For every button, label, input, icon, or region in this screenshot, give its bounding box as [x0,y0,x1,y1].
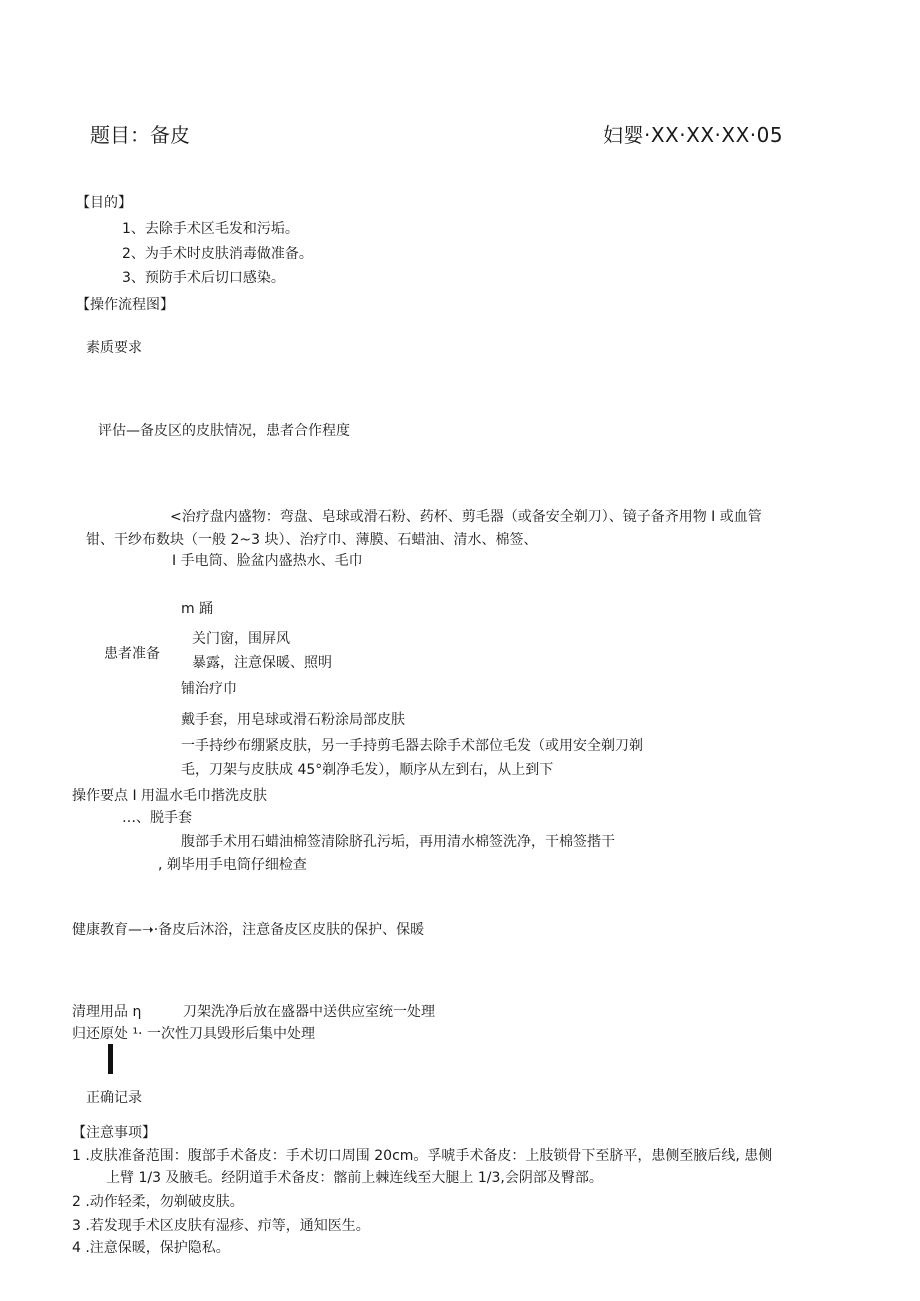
flow-quality: 素质要求 [86,340,142,356]
notes-item: 4 .注意保暖，保护隐私。 [72,1240,230,1256]
flow-gloves: 戴手套，用皂球或滑石粉涂局部皮肤 [181,712,405,728]
flow-check: , 剃毕用手电筒仔细检查 [158,857,307,873]
flow-assess: 评估—备皮区的皮肤情况，患者合作程度 [98,423,350,439]
page-title: 题目：备皮 [90,123,190,147]
purpose-item: 1、去除手术区毛发和污垢。 [122,221,299,237]
notes-item: 1 .皮肤准备范围：腹部手术备皮：手术切口周围 20cm。孚唬手术备皮：上肢锁骨下至脐平，患侧至腋后线, 患侧 [72,1148,773,1164]
notes-item-continued: 上臂 1/3 及腋毛。经阴道手术备皮：髂前上棘连线至大腿上 1/3,会阴部及臀部。 [106,1170,603,1186]
flow-key-points: 操作要点 I 用温水毛巾揩洗皮肤 [72,788,268,804]
flow-shave-line2: 毛，刀架与皮肤成 45°剃净毛发），顺序从左到右，从上到下 [181,762,554,778]
flow-navel: 腹部手术用石蜡油棉签清除脐孔污垢，再用清水棉签洗净，干棉签揩干 [181,834,615,850]
notes-heading: 【注意事项】 [72,1125,156,1141]
notes-item: 2 .动作轻柔，勿剃破皮肤。 [72,1194,244,1210]
flow-tray-line3: I 手电筒、脸盆内盛热水、毛巾 [172,553,363,569]
patient-prep-label: 患者准备 [104,646,160,662]
flow-bar-mark [108,1044,113,1074]
flow-clean-text: 刀架洗净后放在盛器中送供应室统一处理 [183,1004,435,1020]
flow-drape: 铺治疗巾 [181,681,237,697]
flow-return: 归还原处 ¹· 一次性刀具毁形后集中处理 [72,1026,315,1042]
flow-health-education: 健康教育—➝·备皮后沐浴，注意备皮区皮肤的保护、保暖 [72,922,425,938]
flow-record: 正确记录 [86,1090,142,1106]
notes-item: 3 .若发现手术区皮肤有湿疹、疖等，通知医生。 [72,1218,370,1234]
flow-m-line: m 踊 [181,601,214,617]
flow-tray-line1: <治疗盘内盛物：弯盘、皂球或滑石粉、药杯、剪毛器（或备安全剃刀）、镜子备齐用物 I 或血管 [170,509,762,525]
flow-shave-line1: 一手持纱布绷紧皮肤，另一手持剪毛器去除手术部位毛发（或用安全剃刀剃 [181,738,643,754]
purpose-item: 3、预防手术后切口感染。 [122,270,285,286]
flow-heading: 【操作流程图】 [76,297,174,313]
flow-tray-line2: 钳、干纱布数块（一般 2~3 块）、治疗巾、薄膜、石蜡油、清水、棉签、 [86,532,538,548]
patient-prep-item: 关门窗，围屏风 [192,631,290,647]
document-code: 妇婴·XX·XX·XX·05 [603,123,784,147]
patient-prep-item: 暴露，注意保暖、照明 [192,655,332,671]
flow-remove-gloves: …、脱手套 [122,810,192,826]
purpose-heading: 【目的】 [76,195,132,211]
flow-clean-label: 清理用品 η [72,1004,142,1020]
purpose-item: 2、为手术时皮肤消毒做准备。 [122,246,313,262]
